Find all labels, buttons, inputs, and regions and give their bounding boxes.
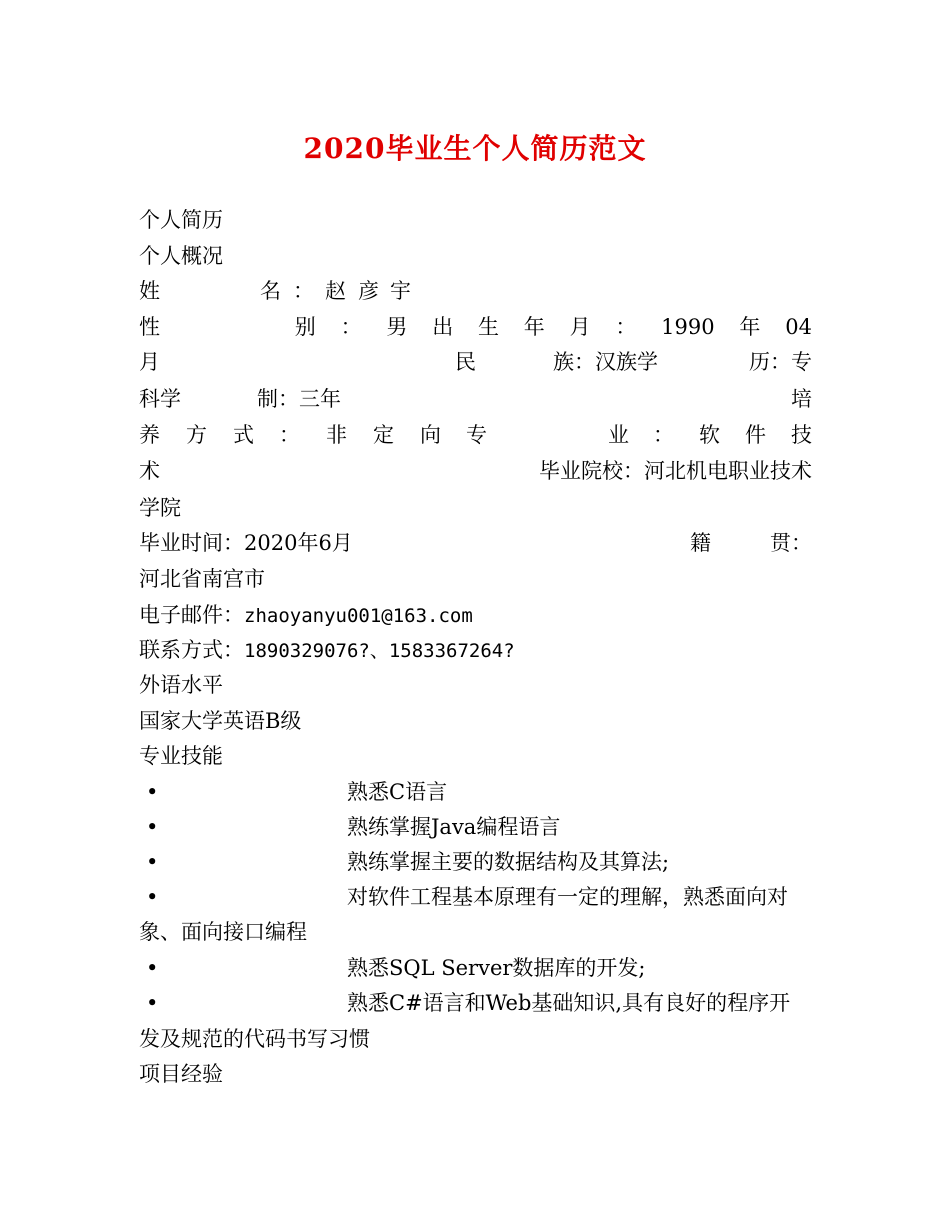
school-system-row xyxy=(139,384,812,414)
birth-year: 1990 xyxy=(661,315,715,339)
name-label-1: 姓 xyxy=(139,279,160,303)
bullet-icon: • xyxy=(146,850,159,874)
major-value-2: 件 xyxy=(745,423,766,447)
skill-text: 熟悉C语言 xyxy=(347,780,448,804)
training-label-3: 式 xyxy=(233,423,254,447)
gender-colon: ： xyxy=(340,315,362,339)
skill-item xyxy=(139,812,812,842)
training-label-2: 方 xyxy=(186,423,207,447)
training-value-3: 向 xyxy=(420,423,441,447)
birth-colon: ： xyxy=(615,315,637,339)
ethnic-value: 族：汉族学 xyxy=(553,350,658,374)
skill-item xyxy=(139,847,812,877)
birth-year-unit: 年 xyxy=(739,315,761,339)
gender-value: 男 xyxy=(386,315,408,339)
skill-text: 熟悉SQL Server数据库的开发; xyxy=(347,956,646,980)
skill-text: 熟悉C#语言和Web基础知识,具有良好的程序开 xyxy=(347,991,791,1015)
heading-resume: 个人简历 xyxy=(139,208,223,232)
name-char-1: 赵 xyxy=(325,279,346,303)
major-value-3: 技 xyxy=(791,423,812,447)
skill-item xyxy=(139,882,812,912)
native-label-1: 籍 xyxy=(690,531,711,555)
bullet-icon: • xyxy=(146,956,159,980)
gender-label-1: 性 xyxy=(139,315,160,339)
bullet-icon: • xyxy=(146,815,159,839)
school-system-value: 制：三年 xyxy=(257,387,341,411)
major-value-end: 术 xyxy=(139,459,160,483)
native-place: 河北省南宫市 xyxy=(139,567,265,591)
skill-text: 熟练掌握主要的数据结构及其算法; xyxy=(347,850,670,874)
name-row xyxy=(139,276,812,306)
bullet-icon: • xyxy=(146,885,159,909)
birth-label-4: 月 xyxy=(569,315,591,339)
birth-label-3: 年 xyxy=(523,315,545,339)
name-label-2: 名 xyxy=(260,279,281,303)
heading-skills: 专业技能 xyxy=(139,744,223,768)
training-major-row xyxy=(139,420,812,450)
skill-text: 熟练掌握Java编程语言 xyxy=(347,815,561,839)
skill-item xyxy=(139,777,812,807)
native-label-2: 贯： xyxy=(770,531,812,555)
training-label-1: 养 xyxy=(139,423,160,447)
grad-time: 毕业时间：2020年6月 xyxy=(139,531,353,555)
heading-projects: 项目经验 xyxy=(139,1062,223,1086)
contact-label: 联系方式： xyxy=(139,638,244,662)
training-label-start: 培 xyxy=(791,387,812,411)
contact-value: 1890329076?、1583367264? xyxy=(244,640,515,662)
gender-label-2: 别 xyxy=(294,315,316,339)
education-value: 历：专 xyxy=(749,350,812,374)
major-value-1: 软 xyxy=(699,423,720,447)
training-value-2: 定 xyxy=(373,423,394,447)
grad-school: 毕业院校：河北机电职业技术 xyxy=(539,459,812,483)
birth-month: 04 xyxy=(785,315,812,339)
email-value: zhaoyanyu001@163.com xyxy=(244,605,473,627)
email-row xyxy=(139,600,812,630)
skill-item xyxy=(139,988,812,1018)
birth-month-unit: 月 xyxy=(139,350,160,374)
heading-language: 外语水平 xyxy=(139,673,223,697)
training-value-1: 非 xyxy=(326,423,347,447)
grad-time-row xyxy=(139,528,812,558)
grad-school-row xyxy=(139,456,812,486)
name-char-3: 宇 xyxy=(390,279,411,303)
training-colon: ： xyxy=(279,423,300,447)
name-char-2: 彦 xyxy=(358,279,379,303)
name-colon: ： xyxy=(293,279,314,303)
major-label-1: 专 xyxy=(466,423,487,447)
skill-text: 对软件工程基本原理有一定的理解，熟悉面向对 xyxy=(347,885,788,909)
grad-school-cont: 学院 xyxy=(139,496,181,520)
ethnic-label-1: 民 xyxy=(455,350,476,374)
gender-birth-row xyxy=(139,312,812,342)
major-label-2: 业 xyxy=(608,423,629,447)
skill-text-cont: 发及规范的代码书写习惯 xyxy=(139,1027,370,1051)
major-colon: ： xyxy=(653,423,674,447)
birth-label-1: 出 xyxy=(432,315,454,339)
ethnic-edu-row xyxy=(139,347,812,377)
education-cont: 科学 xyxy=(139,387,181,411)
skill-text-cont: 象、面向接口编程 xyxy=(139,920,307,944)
birth-label-2: 生 xyxy=(477,315,499,339)
bullet-icon: • xyxy=(146,780,159,804)
contact-row xyxy=(139,635,812,665)
email-label: 电子邮件： xyxy=(139,603,244,627)
document-title: 2020毕业生个人简历范文 xyxy=(303,132,647,165)
language-level: 国家大学英语B级 xyxy=(139,709,302,733)
skill-item xyxy=(139,953,812,983)
bullet-icon: • xyxy=(146,991,159,1015)
heading-overview: 个人概况 xyxy=(139,244,223,268)
